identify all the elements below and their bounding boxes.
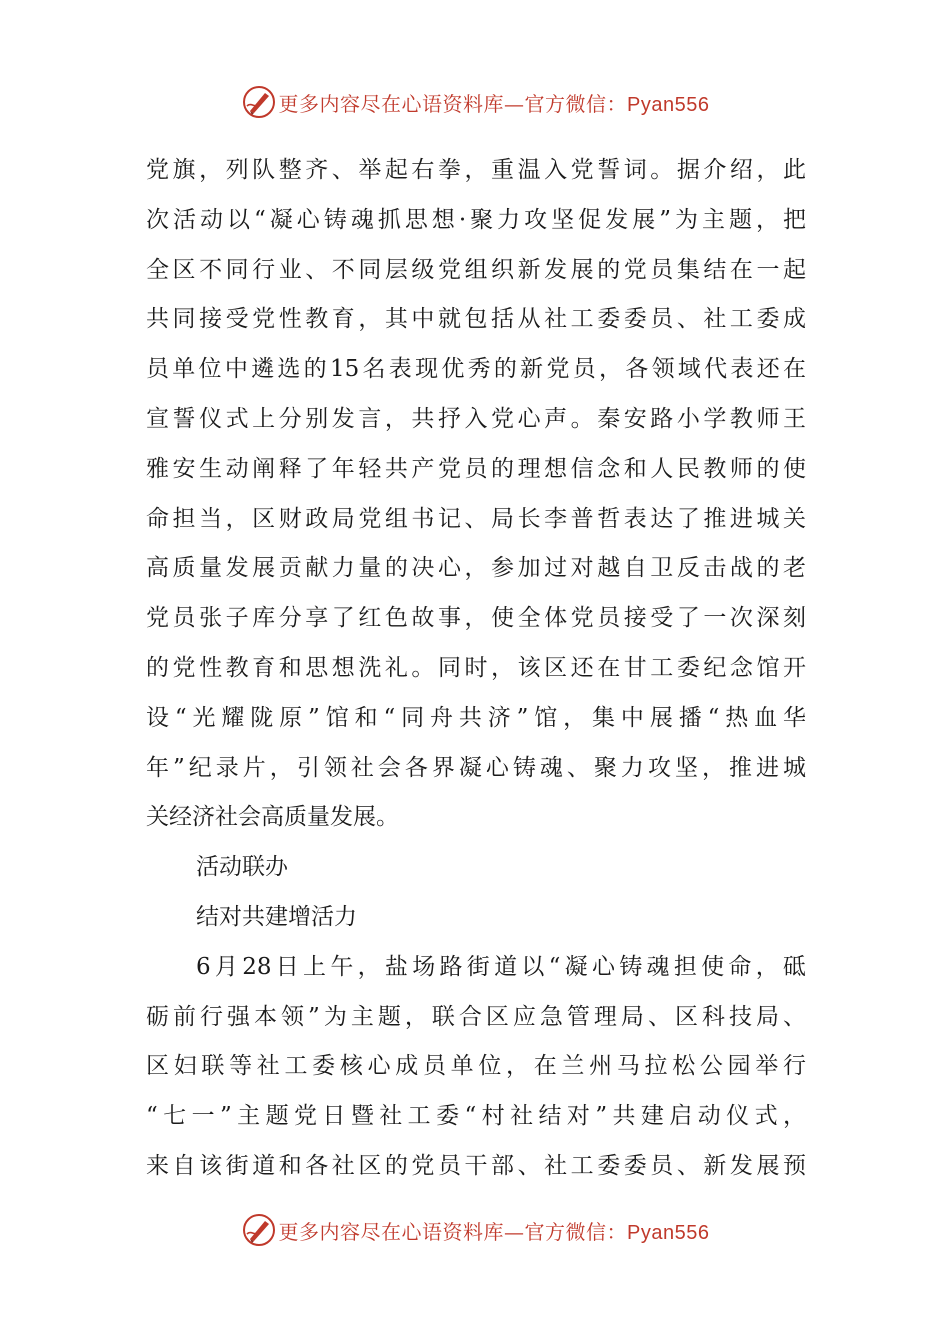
section-heading: 活动联办: [196, 854, 288, 881]
body-line: 的党性教育和思想洗礼。同时，该区还在甘工委纪念馆开: [146, 654, 806, 681]
pen-logo-icon: [241, 84, 277, 120]
footer-banner: [0, 1208, 950, 1252]
body-line: “七一”主题党日暨社工委“村社结对”共建启动仪式，: [146, 1103, 806, 1130]
pen-logo-icon: [241, 1212, 277, 1248]
body-line: 党旗，列队整齐、举起右拳，重温入党誓词。据介绍，此: [146, 157, 806, 183]
body-line: 命担当，区财政局党组书记、局长李普哲表达了推进城关: [146, 505, 806, 532]
header-banner: [0, 80, 950, 124]
body-line: 宣誓仪式上分别发言，共抒入党心声。秦安路小学教师王: [146, 405, 806, 432]
body-line: 次活动以“凝心铸魂抓思想·聚力攻坚促发展”为主题，把: [146, 206, 806, 233]
body-line: 年”纪录片，引领社会各界凝心铸魂、聚力攻坚，推进城: [146, 754, 806, 781]
body-line: 6月28日上午，盐场路街道以“凝心铸魂担使命，砥: [196, 953, 806, 980]
body-line: 员单位中遴选的15名表现优秀的新党员，各领域代表还在: [146, 356, 806, 383]
banner-text: 更多内容尽在心语资料库—官方微信：Pyan556: [278, 1219, 710, 1244]
body-line: 共同接受党性教育，其中就包括从社工委委员、社工委成: [146, 306, 806, 333]
document-body: [146, 146, 806, 1192]
banner-text: 更多内容尽在心语资料库—官方微信：Pyan556: [278, 91, 710, 116]
section-subheading: 结对共建增活力: [196, 903, 357, 930]
body-line: 来自该街道和各社区的党员干部、社工委委员、新发展预: [146, 1152, 806, 1179]
body-line: 党员张子库分享了红色故事，使全体党员接受了一次深刻: [146, 605, 806, 632]
body-line: 雅安生动阐释了年轻共产党员的理想信念和人民教师的使: [146, 455, 806, 482]
body-line: 全区不同行业、不同层级党组织新发展的党员集结在一起: [146, 256, 806, 283]
body-line: 设“光耀陇原”馆和“同舟共济”馆，集中展播“热血华: [146, 704, 806, 731]
body-line: 砺前行强本领”为主题，联合区应急管理局、区科技局、: [146, 1003, 806, 1030]
body-line: 高质量发展贡献力量的决心，参加过对越自卫反击战的老: [146, 555, 806, 582]
body-line: 关经济社会高质量发展。: [146, 804, 399, 831]
body-line: 区妇联等社工委核心成员单位，在兰州马拉松公园举行: [146, 1053, 806, 1080]
